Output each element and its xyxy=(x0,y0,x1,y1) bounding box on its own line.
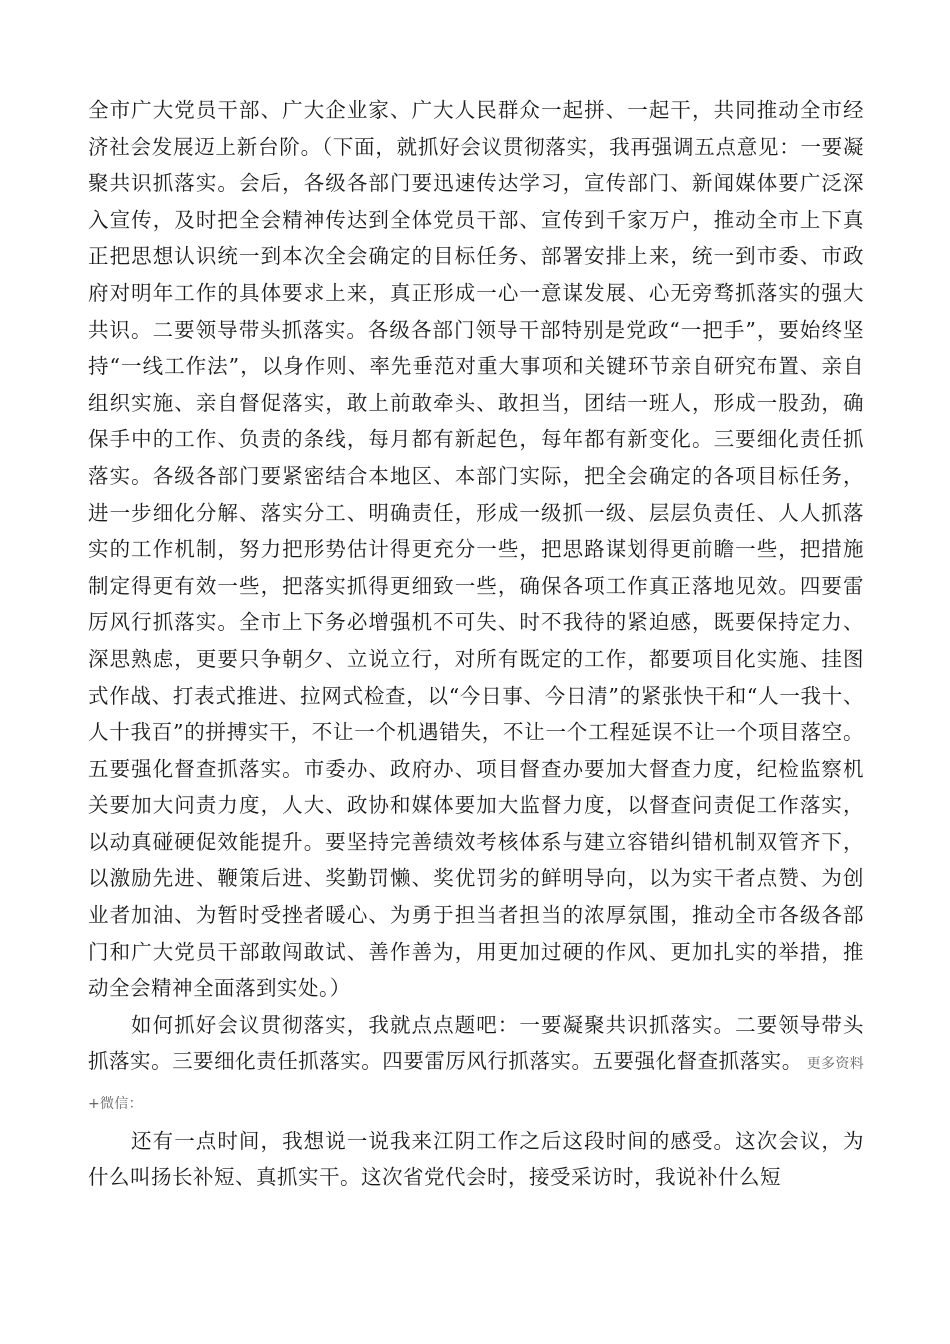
paragraph-2 xyxy=(88,1007,864,1123)
paragraph-3: 还有一点时间，我想说一说我来江阴工作之后这段时间的感受。这次会议，为什么叫扬长补短、真抓实干。这次省党代会时，接受采访时，我说补什么短 xyxy=(88,1128,864,1190)
contact-note: 更多资料 +微信： xyxy=(88,1056,864,1113)
paragraph-1: 全市广大党员干部、广大企业家、广大人民群众一起拼、一起干，共同推动全市经济社会发展迈上新台阶。（下面，就抓好会议贯彻落实，我再强调五点意见：一要凝聚共识抓落实。会后，各级各部门要迅速传达学习，宣传部门、新闻媒体要广泛深入宣传，及时把全会精神传达到全体党员干部、宣传到千家万户，推动全市上下真正把思想认识统一到本次全会确定的目标任务、部署安排上来，统一到市委、市政府对明年工作的具体要求上来，真正形成一心一意谋发展、心无旁骛抓落实的强大共识。二要领导带头抓落实。各级各部门领导干部特别是党政“一把手”，要始终坚持“一线工作法”，以身作则、率先垂范对重大事项和关键环节亲自研究布置、亲自组织实施、亲自督促落实，敢上前敢牵头、敢担当，团结一班人，形成一股劲，确保手中的工作、负责的条线，每月都有新起色，每年都有新变化。三要细化责任抓落实。各级各部门要紧密结合本地区、本部门实际，把全会确定的各项目标任务，进一步细化分解、落实分工、明确责任，形成一级抓一级、层层负责任、人人抓落实的工作机制，努力把形势估计得更充分一些，把思路谋划得更前瞻一些，把措施制定得更有效一些，把落实抓得更细致一些，确保各项工作真正落地见效。四要雷厉风行抓落实。全市上下务必增强机不可失、时不我待的紧迫感，既要保持定力、深思熟虑，更要只争朝夕、立说立行，对所有既定的工作，都要项目化实施、挂图式作战、打表式推进、拉网式检查，以“今日事、今日清”的紧张快干和“人一我十、人十我百”的拼搏实干，不让一个机遇错失，不让一个工程延误不让一个项目落空。五要强化督查抓落实。市委办、政府办、项目督查办要加大督查力度，纪检监察机关要加大问责力度，人大、政协和媒体要加大监督力度，以督查问责促工作落实，以动真碰硬促效能提升。要坚持完善绩效考核体系与建立容错纠错机制双管齐下，以激励先进、鞭策后进、奖勤罚懒、奖优罚劣的鲜明导向，以为实干者点赞、为创业者加油、为暂时受挫者暖心、为勇于担当者担当的浓厚氛围，推动全市各级各部门和广大党员干部敢闯敢试、善作善为，用更加过硬的作风、更加扎实的举措，推动全会精神全面落到实处。） xyxy=(88,98,864,1001)
document-body xyxy=(88,92,864,1196)
paragraph-2-text: 如何抓好会议贯彻落实，我就点点题吧：一要凝聚共识抓落实。二要领导带头抓落实。三要细化责任抓落实。四要雷厉风行抓落实。五要强化督查抓落实。 xyxy=(88,1012,864,1074)
